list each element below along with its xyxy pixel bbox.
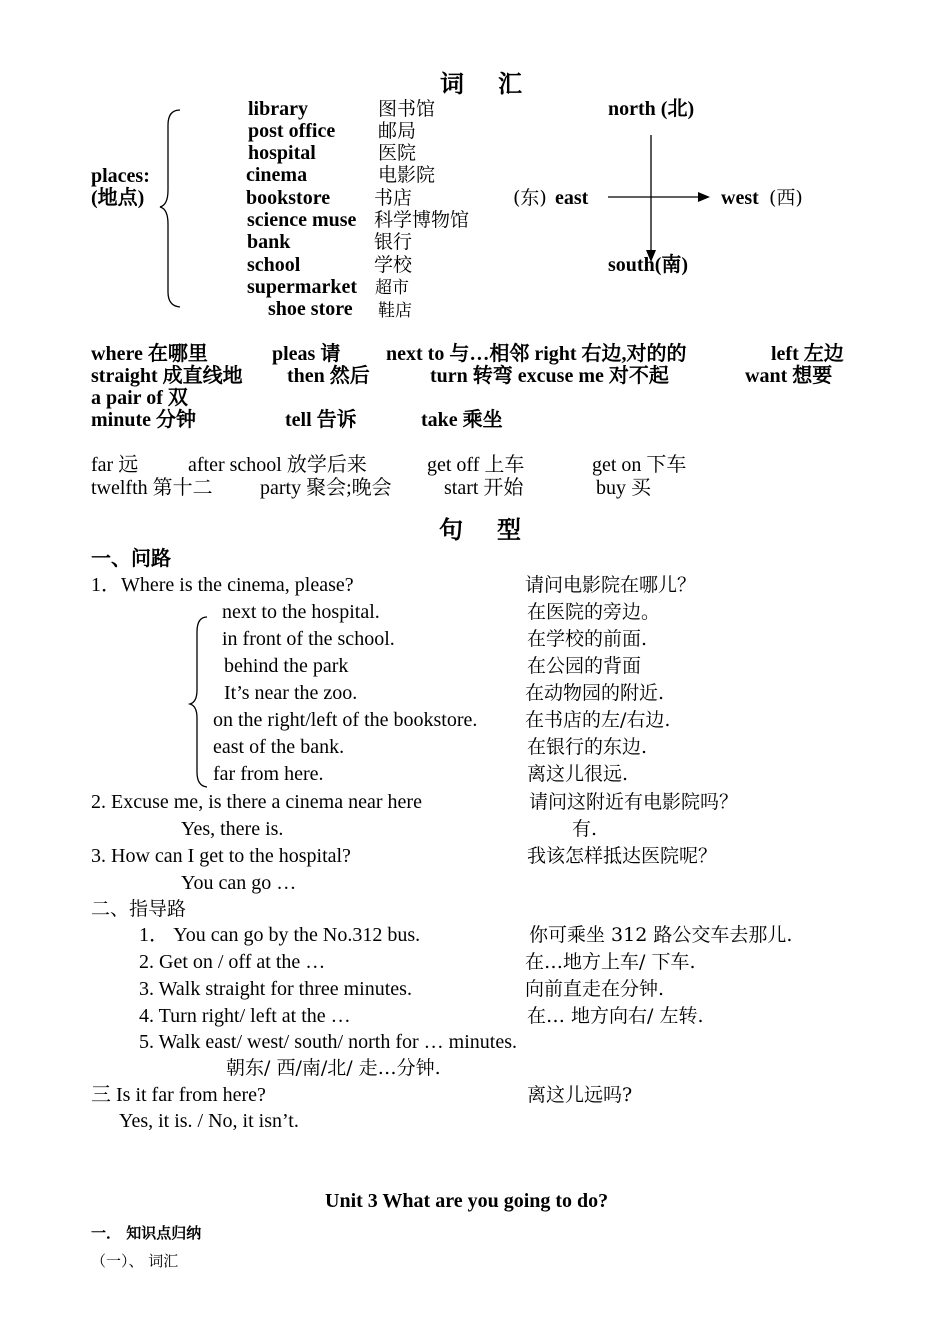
place-en: supermarket: [247, 276, 357, 298]
place-en: library: [248, 98, 308, 120]
word: a pair of 双: [91, 387, 188, 409]
question-en: 1．Where is the cinema, please?: [91, 574, 354, 596]
answer-en: in front of the school.: [222, 628, 395, 650]
answer-zh: 在动物园的附近.: [525, 682, 665, 704]
word: far 远: [91, 454, 139, 476]
guide-en: 2. Get on / off at the …: [139, 951, 326, 973]
place-zh: 超市: [375, 278, 409, 298]
place-zh: 电影院: [378, 164, 436, 186]
question-zh: 请问这附近有电影院吗？: [529, 791, 739, 813]
place-zh: 邮局: [378, 120, 417, 142]
guide-en: 4. Turn right/ left at the …: [139, 1005, 351, 1027]
compass-west-zh: (西): [769, 187, 803, 209]
answer-zh: 在书店的左/右边.: [525, 709, 671, 731]
word: pleas 请: [272, 343, 341, 365]
word: after school 放学后来: [188, 454, 367, 476]
word: straight 成直线地: [91, 365, 243, 387]
subsection-title: 一． 知识点归纳: [91, 1224, 202, 1242]
guide-zh: 在…地方上车/ 下车.: [525, 951, 696, 973]
answer-zh: 在学校的前面.: [527, 628, 648, 650]
compass-north: north (北): [608, 98, 695, 120]
word: tell 告诉: [285, 409, 357, 431]
word: then 然后: [287, 365, 370, 387]
compass-east-zh: (东): [513, 187, 547, 209]
answer-en: next to the hospital.: [222, 601, 380, 623]
word: turn 转弯 excuse me 对不起: [430, 365, 669, 387]
place-zh: 书店: [374, 187, 413, 209]
word: next to 与…相邻 right 右边,对的的: [386, 343, 687, 365]
guide-zh: 在… 地方向右/ 左转.: [527, 1005, 704, 1027]
place-en: shoe store: [268, 298, 353, 320]
places-label-zh: (地点): [91, 187, 145, 209]
answer-zh: 在公园的背面: [527, 655, 642, 677]
place-en: bank: [247, 231, 291, 253]
word: take 乘坐: [421, 409, 503, 431]
question-en: 3. How can I get to the hospital?: [91, 845, 351, 867]
answer-en: behind the park: [224, 655, 349, 677]
vocab-title: 词 汇: [440, 72, 536, 98]
question-zh: 我该怎样抵达医院呢？: [527, 845, 718, 867]
question-zh: 离这儿远吗?: [527, 1084, 633, 1106]
place-en: post office: [248, 120, 336, 142]
guide-en: 1． You can go by the No.312 bus.: [139, 924, 421, 946]
compass-west: west: [721, 187, 759, 209]
compass-south: south(南): [608, 254, 689, 276]
word: left 左边: [771, 343, 844, 365]
word: want 想要: [745, 365, 833, 387]
word: get off 上车: [427, 454, 525, 476]
place-zh: 学校: [374, 254, 413, 276]
place-zh: 图书馆: [378, 98, 436, 120]
answers-brace: [190, 617, 207, 787]
answer-en: Yes, it is. / No, it isn’t.: [119, 1110, 299, 1132]
guide-en: 3. Walk straight for three minutes.: [139, 978, 412, 1000]
answer-en: Yes, there is.: [181, 818, 284, 840]
guide-zh: 朝东/ 西/南/北/ 走…分钟.: [226, 1057, 441, 1079]
place-en: science muse: [247, 209, 357, 231]
section-title: 一、问路: [91, 548, 171, 570]
places-label-en: places:: [91, 165, 150, 187]
question-zh: 请问电影院在哪儿？: [525, 574, 697, 596]
answer-en: on the right/left of the bookstore.: [213, 709, 478, 731]
guide-zh: 向前直走在分钟.: [525, 978, 665, 1000]
place-en: hospital: [248, 142, 316, 164]
word: where 在哪里: [91, 343, 208, 365]
word: buy 买: [596, 477, 651, 499]
answer-zh: 在医院的旁边。: [527, 601, 661, 623]
place-zh: 鞋店: [378, 301, 412, 321]
question-en: 三 Is it far from here?: [91, 1084, 266, 1106]
answer-zh: 离这儿很远.: [527, 763, 629, 785]
answer-en: east of the bank.: [213, 736, 345, 758]
place-zh: 科学博物馆: [374, 209, 470, 231]
place-en: bookstore: [246, 187, 331, 209]
question-en: 2. Excuse me, is there a cinema near here: [91, 791, 422, 813]
answer-en: You can go …: [181, 872, 297, 894]
word: get on 下车: [592, 454, 687, 476]
word: minute 分钟: [91, 409, 196, 431]
compass-east: east: [555, 187, 589, 209]
places-brace: [160, 110, 180, 307]
place-en: school: [247, 254, 301, 276]
place-zh: 银行: [374, 231, 413, 253]
compass-west-arrow: [698, 192, 710, 202]
answer-zh: 在银行的东边.: [527, 736, 648, 758]
word: start 开始: [444, 477, 524, 499]
section-title: 二、指导路: [91, 898, 187, 920]
answer-en: It’s near the zoo.: [224, 682, 358, 704]
word: twelfth 第十二: [91, 477, 213, 499]
answer-en: far from here.: [213, 763, 324, 785]
word: party 聚会;晚会: [260, 477, 392, 499]
subsection-title: （一）、 词汇: [91, 1252, 179, 1270]
guide-zh: 你可乘坐 312 路公交车去那儿.: [529, 924, 793, 946]
answer-zh: 有.: [572, 818, 598, 840]
unit-title: Unit 3 What are you going to do?: [325, 1190, 609, 1212]
place-en: cinema: [246, 164, 308, 186]
place-zh: 医院: [378, 142, 417, 164]
sentence-title: 句 型: [439, 518, 535, 544]
guide-en: 5. Walk east/ west/ south/ north for … minutes.: [139, 1031, 517, 1053]
